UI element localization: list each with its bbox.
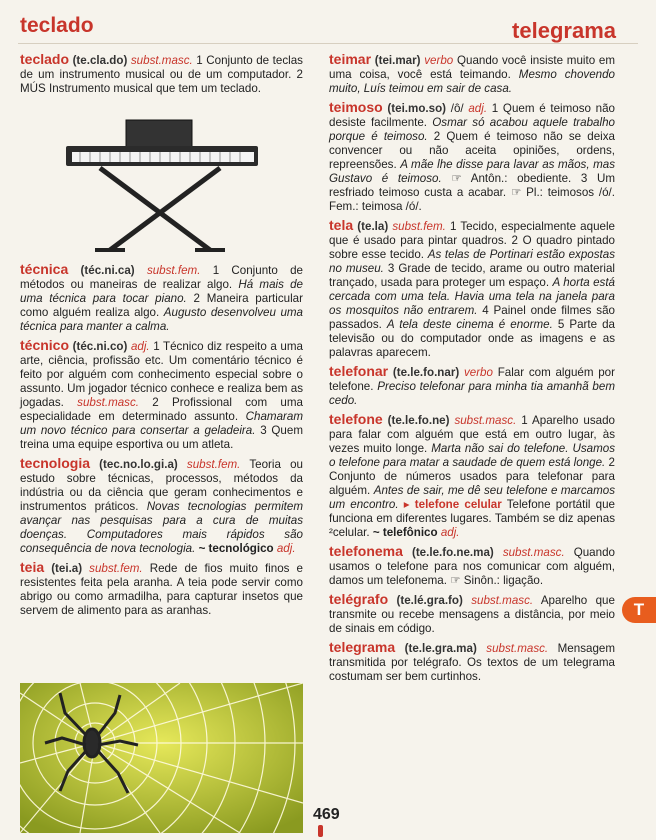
grammar-label: adj.: [276, 542, 296, 555]
definition: Quando você insiste muito em uma coisa, você está teimando.: [329, 54, 615, 81]
example: Mesmo chovendo muito, Luís teimou em sair de casa.: [329, 68, 615, 95]
headword: telegrama: [329, 639, 396, 655]
definition: Teoria ou estudo sobre técnicas, processos, métodos da indústria ou da ciência que geram conhecimentos e instrumentos práticos.: [20, 458, 303, 513]
definition: Rede de fios muito finos e resistentes feita pela aranha. A teia pode servir como abrigo ou como armadilha, para capturar insetos que servem de alimento para as aranhas.: [20, 562, 303, 617]
example: A tela deste cinema é enorme.: [386, 318, 553, 331]
syllables: (te.lé.gra.fo): [396, 594, 463, 607]
entry-telegrama: [329, 640, 615, 684]
grammar-label: subst.masc.: [454, 414, 517, 427]
definition: 3 Grade de tecido, arame ou outro material trançado, usada para proteger um espaço.: [329, 262, 615, 289]
headword: telefonar: [329, 363, 389, 379]
grammar-label: subst.masc.: [471, 594, 534, 607]
definition: Quando usamos o telefone para nos comunicar com alguém, damos um telefonema.: [329, 546, 615, 587]
definition: 1 Conjunto de teclas de um instrumento musical ou de um computador. 2 MÚS Instrumento musical que tem um teclado.: [20, 54, 303, 95]
headword: teia: [20, 559, 45, 575]
syllables: (téc.ni.co): [72, 340, 128, 353]
derived-word: ~ tecnológico: [198, 542, 274, 555]
grammar-label: adj.: [440, 526, 460, 539]
grammar-label: adj.: [130, 340, 150, 353]
definition: 1 Quem é teimoso não desiste facilmente.: [329, 102, 616, 129]
guide-word-left: teclado: [20, 14, 94, 37]
entry-teimoso: [329, 100, 615, 214]
definition: Mensagem transmitida por telégrafo. Os textos de um telegrama costumam ser bem curtinhos.: [329, 642, 615, 683]
definition: Telefone portátil que funciona em diferentes lugares. Também se diz apenas ²celular.: [329, 498, 615, 539]
example: Osmar só acabou aquele trabalho porque é teimoso.: [329, 116, 615, 143]
synonym-note: ☞ Sinôn.: ligação.: [450, 574, 544, 587]
left-column-lower: [20, 262, 303, 622]
syllables: (te.le.fo.nar): [392, 366, 460, 379]
entry-tecnico: [20, 338, 303, 452]
headword: telefone: [329, 411, 383, 427]
example: Marta não sai do telefone. Usamos o telefone para matar a saudade de quem está longe.: [329, 442, 615, 469]
entry-telefone: [329, 412, 615, 540]
definition: Aparelho que transmite ou recebe mensagens a distância, por meio de sinais em código.: [329, 594, 615, 635]
definition: 2 Profissional com uma especialidade em determinado assunto.: [20, 396, 303, 423]
header-rule: [18, 43, 638, 44]
grammar-label: verbo: [424, 54, 454, 67]
plural-note: ☞ Pl.: teimosos /ó/. Fem.: teimosa /ó/.: [329, 186, 616, 213]
example: Chamaram um novo técnico para consertar a geladeira.: [20, 410, 303, 437]
grammar-label: subst.masc.: [130, 54, 193, 67]
headword: técnica: [20, 261, 69, 277]
headword: telefonema: [329, 543, 403, 559]
grammar-label: subst.masc.: [77, 396, 139, 409]
syllables: (tei.mar): [374, 54, 421, 67]
syllables: (te.la): [357, 220, 389, 233]
example: Antes de sair, me dê seu telefone e marcamos um encontro.: [329, 484, 615, 511]
example: Preciso telefonar para minha tia amanhã bem cedo.: [329, 380, 615, 407]
example: A mãe lhe disse para lavar as mãos, mas Gustavo é teimoso.: [329, 158, 615, 185]
headword: teclado: [20, 51, 70, 67]
entry-telefonema: [329, 544, 615, 588]
headword: técnico: [20, 337, 70, 353]
definition: 3 Quem treina uma equipe esportiva ou um atleta.: [20, 424, 303, 451]
left-column: [20, 52, 303, 100]
guide-word-right: telegrama: [512, 18, 616, 43]
right-column: [329, 52, 615, 688]
syllables: (te.le.fo.ne): [387, 414, 450, 427]
letter-tab[interactable]: T: [622, 597, 656, 623]
antonym-note: ☞ Antôn.: obediente.: [451, 172, 572, 185]
syllables: (tec.no.lo.gi.a): [99, 458, 178, 471]
entry-tecnica: [20, 262, 303, 334]
definition: Falar com alguém por telefone.: [329, 366, 615, 393]
entry-tecnologia: [20, 456, 303, 556]
example: Augusto desenvolveu uma técnica para manter a calma.: [20, 306, 303, 333]
derived-word: ~ telefônico: [372, 526, 438, 539]
definition: 1 Aparelho usado para falar com alguém que está em outro lugar, às vezes muito longe.: [329, 414, 615, 455]
entry-teclado: [20, 52, 303, 96]
entry-teia: [20, 560, 303, 618]
headword: teimar: [329, 51, 372, 67]
example: As telas de Portinari estão expostas no museu.: [329, 248, 615, 275]
grammar-label: subst.fem.: [392, 220, 446, 233]
headword: tela: [329, 217, 354, 233]
definition: 5 Parte da televisão ou do computador onde as imagens e as palavras aparecem.: [329, 318, 615, 359]
definition: 1 Tecido, especialmente aquele que é usado para pintar quadros. 2 O quadro pintado sobre esse tecido.: [329, 220, 615, 261]
grammar-label: subst.fem.: [186, 458, 241, 471]
spider-web-photo: [20, 683, 303, 833]
sub-entry: ▸ telefone celular: [403, 498, 502, 511]
example: Novas tecnologias permitem avançar nas pesquisas para a cura de muitas doenças. Computadores mais rápidos são consequência de nova tecnologia.: [20, 500, 303, 555]
grammar-label: subst.masc.: [486, 642, 549, 655]
grammar-label: verbo: [463, 366, 493, 379]
page-number: 469: [313, 806, 340, 823]
entry-telegrafo: [329, 592, 615, 636]
example: A horta está cercada com uma tela. Havia uma tela na janela para os mosquitos não entrarem.: [329, 276, 615, 317]
syllables: (tei.a): [51, 562, 83, 575]
grammar-label: subst.masc.: [502, 546, 565, 559]
keyboard-illustration: [60, 118, 265, 260]
headword: telégrafo: [329, 591, 389, 607]
definition: 2 Conjunto de números usados para telefonar para alguém.: [329, 456, 615, 497]
definition: 2 Maneira particular como alguém realiza algo.: [20, 292, 303, 319]
syllables: (te.le.gra.ma): [404, 642, 477, 655]
grammar-label: subst.fem.: [89, 562, 143, 575]
page-number-marker: [318, 825, 323, 837]
entry-tela: [329, 218, 615, 360]
syllables: (téc.ni.ca): [80, 264, 135, 277]
headword: teimoso: [329, 99, 383, 115]
syllables: (te.le.fo.ne.ma): [411, 546, 494, 559]
definition: 3 Um resfriado teimoso custa a acabar.: [329, 172, 615, 199]
definition: 4 Painel onde filmes são passados.: [329, 304, 615, 331]
pronunciation: /ô/: [450, 102, 464, 115]
definition: 2 Quem é teimoso não se deixa convencer ou não aceita opiniões, ordens, repreensões.: [329, 130, 615, 171]
example: Há mais de uma técnica para tocar piano.: [20, 278, 303, 305]
grammar-label: subst.fem.: [146, 264, 201, 277]
grammar-label: adj.: [468, 102, 488, 115]
definition: 1 Conjunto de métodos ou maneiras de realizar algo.: [20, 264, 303, 291]
entry-telefonar: [329, 364, 615, 408]
definition: 1 Técnico diz respeito a uma arte, ciência, profissão etc. Um comentário técnico é feito por alguém com conhecimento especial sobre o assunto. Um jogador técnico conhece e realiza bem as jogadas.: [20, 340, 303, 409]
entry-teimar: [329, 52, 615, 96]
headword: tecnologia: [20, 455, 91, 471]
syllables: (te.cla.do): [72, 54, 128, 67]
syllables: (tei.mo.so): [387, 102, 447, 115]
